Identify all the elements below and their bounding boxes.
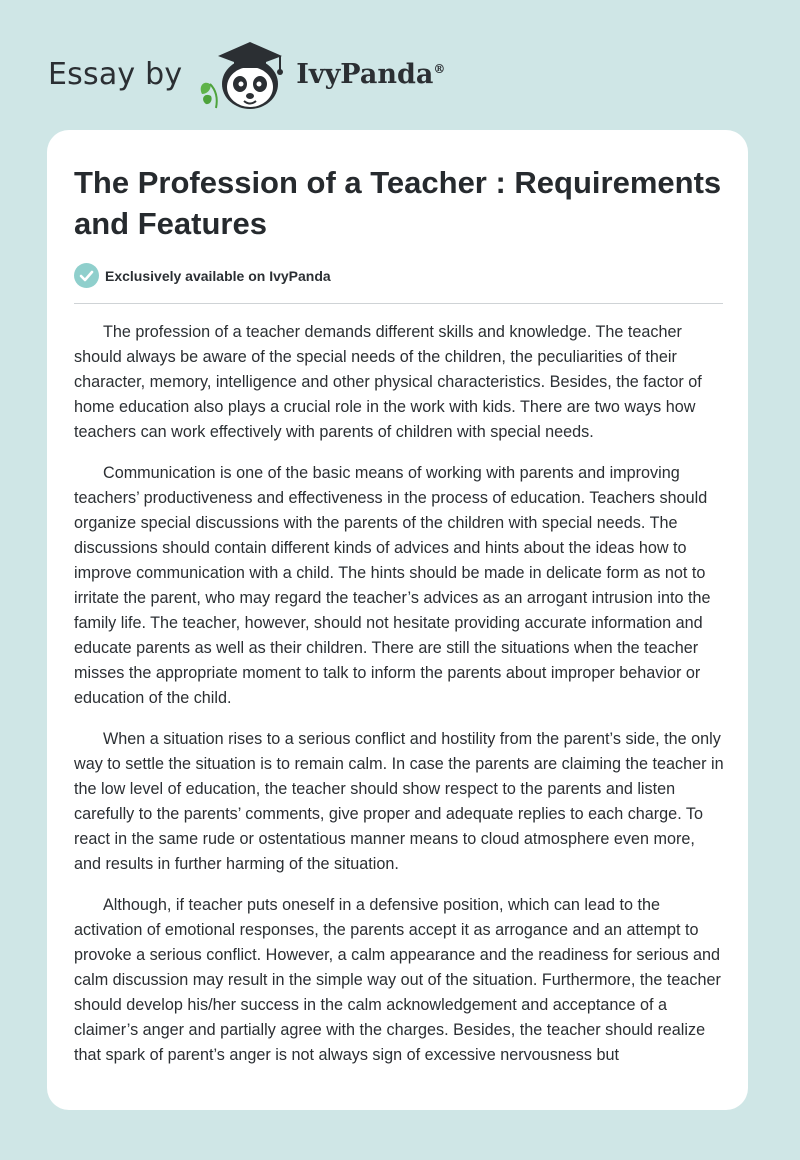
- exclusive-badge: [74, 263, 331, 288]
- exclusive-label: Exclusively available on IvyPanda: [105, 267, 331, 284]
- essay-by-label: Essay by: [48, 56, 183, 92]
- brand-name[interactable]: IvyPanda®: [296, 58, 446, 90]
- paragraph: When a situation rises to a serious conflict and hostility from the parent’s side, the only way to settle the situation is to remain calm. In case the parents are claiming the teacher in the low level of education, the teacher should show respect to the parents and listen carefully to the parents’ comments, give proper and adequate replies to each charge. To react in the same rude or ostentatious manner means to cloud atmosphere even more, and results in further harming of the situation.: [74, 730, 724, 873]
- paragraph: Communication is one of the basic means of working with parents and improving teachers’ productiveness and effectiveness in the process of education. Teachers should organize special discussions with the parents of the children with special needs. The discussions should contain different kinds of advices and hints about the ideas how to improve communication with a child. The hints should be made in delicate form as not to irritate the parent, who may regard the teacher’s advices as an arrogant intrusion into the family life. The teacher, however, should not hesitate providing accurate information and educate parents as well as their children. There are still the situations when the teacher misses the appropriate moment to talk to inform the parents about improper behavior or education of the child.: [74, 464, 711, 707]
- essay-card: [47, 130, 748, 1110]
- essay-title: The Profession of a Teacher : Requirements and Features: [74, 165, 722, 241]
- paragraph: Although, if teacher puts oneself in a defensive position, which can lead to the activation of emotional responses, the parents accept it as arrogance and an attempt to provoke a serious conflict. However, a calm appearance and the readiness for serious and calm discussion may result in the simple way out of the situation. Furthermore, the teacher should develop his/her success in the calm acknowledgement and acceptance of a claimer’s anger and partially agree with the charges. Besides, the teacher should realize that spark of parent’s anger is not always sign of excessive nervousness but: [74, 896, 721, 1064]
- site-header: [48, 34, 445, 114]
- divider: [74, 303, 723, 304]
- panda-graduate-logo-icon[interactable]: [196, 34, 292, 114]
- essay-body: [74, 320, 726, 1084]
- check-circle-icon: [74, 263, 99, 288]
- paragraph: The profession of a teacher demands different skills and knowledge. The teacher should always be aware of the special needs of the children, the peculiarities of their character, memory, intelligence and other physical characteristics. Besides, the factor of home education also plays a crucial role in the work with kids. There are two ways how teachers can work effectively with parents of children with special needs.: [74, 323, 702, 441]
